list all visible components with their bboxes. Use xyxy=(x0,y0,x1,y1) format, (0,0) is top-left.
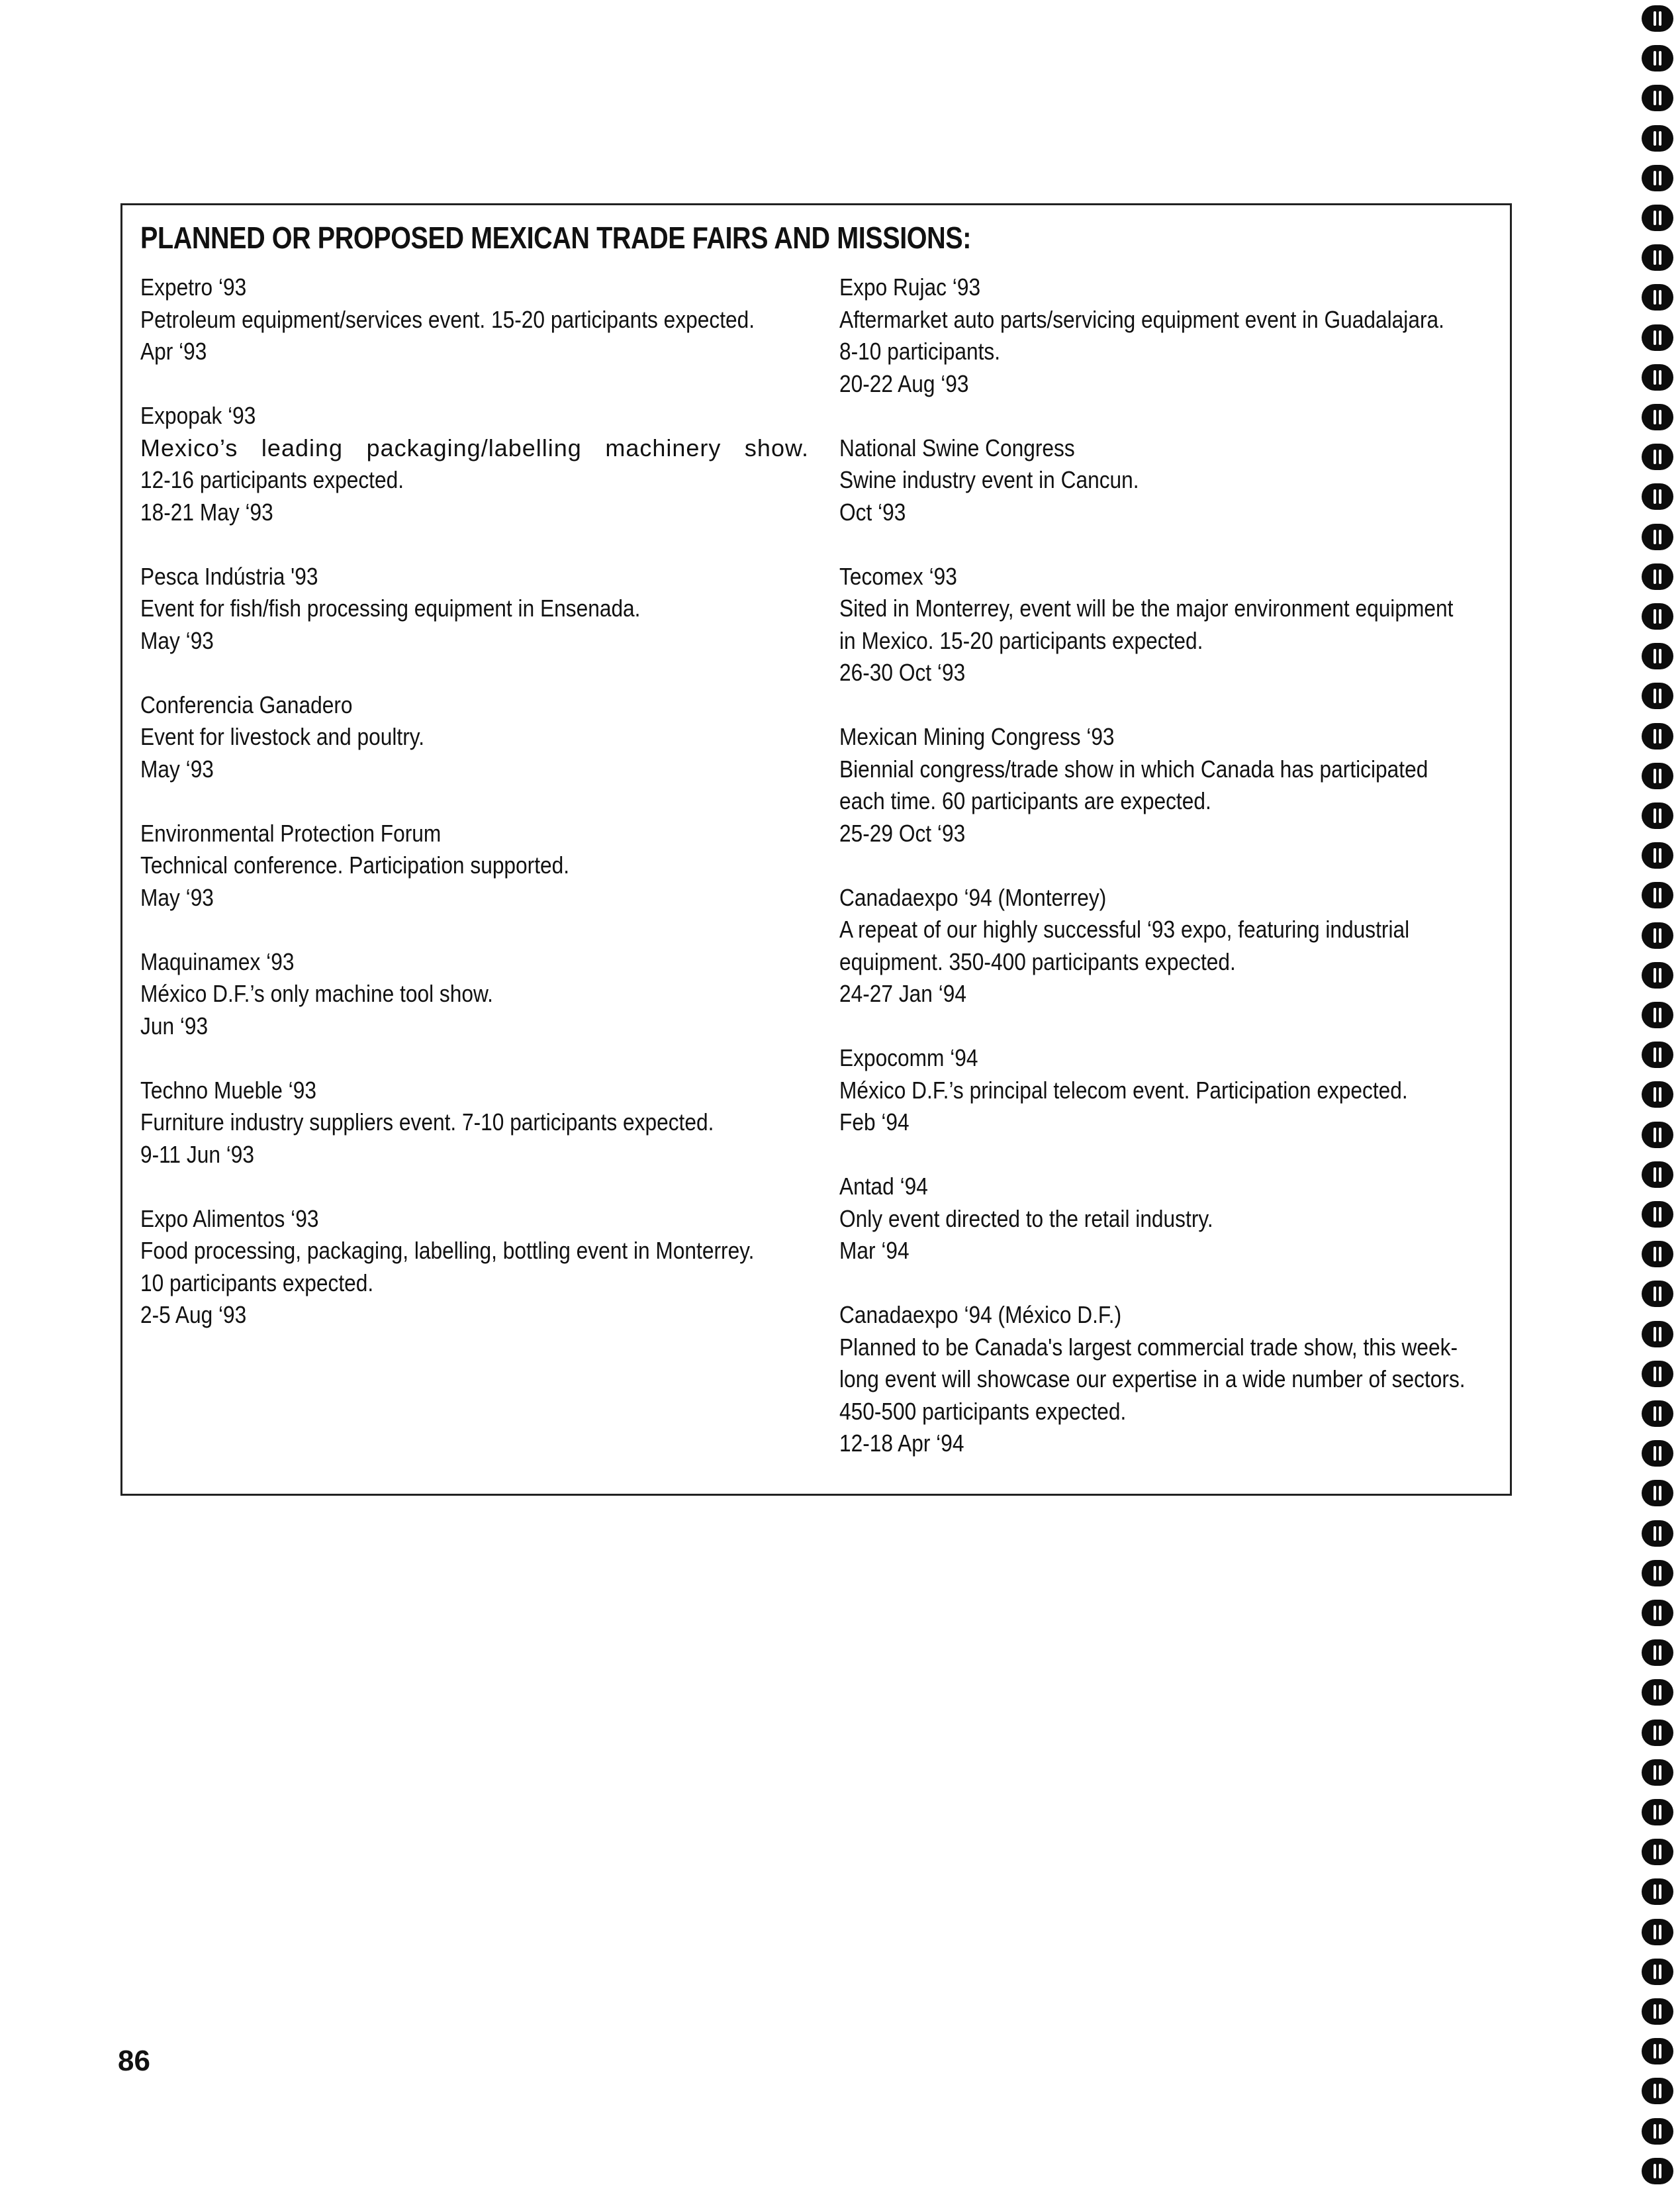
event-date: 25-29 Oct ‘93 xyxy=(839,819,966,847)
event-date: 9-11 Jun ‘93 xyxy=(140,1140,255,1168)
binding-hole-icon xyxy=(1642,1161,1673,1188)
event-description-continued: long event will showcase our expertise in a wide number of sectors. xyxy=(839,1365,1466,1392)
event-name: Expo Rujac ‘93 xyxy=(839,273,981,301)
event-name: Maquinamex ‘93 xyxy=(140,947,295,975)
event-date: Jun ‘93 xyxy=(140,1012,209,1040)
binding-hole-icon xyxy=(1642,2118,1673,2145)
event-name: Canadaexpo ‘94 (Monterrey) xyxy=(839,883,1107,911)
event-description: Planned to be Canada's largest commercial trade show, this week- xyxy=(839,1333,1458,1361)
binding-hole-icon xyxy=(1642,962,1673,989)
event-description: Biennial congress/trade show in which Canada has participated xyxy=(839,755,1428,783)
event-description: Sited in Monterrey, event will be the major environment equipment xyxy=(839,595,1454,622)
binding-hole-icon xyxy=(1642,1759,1673,1786)
event-date: Feb ‘94 xyxy=(839,1108,910,1136)
event-description: Only event directed to the retail industry. xyxy=(839,1204,1213,1232)
binding-hole-icon xyxy=(1642,284,1673,311)
binding-hole-icon xyxy=(1642,324,1673,351)
right-column xyxy=(839,271,1495,1492)
event-date: Apr ‘93 xyxy=(140,338,207,365)
event-date: May ‘93 xyxy=(140,755,214,783)
binding-hole-icon xyxy=(1642,364,1673,391)
event-name: Antad ‘94 xyxy=(839,1173,928,1200)
event-entry xyxy=(839,561,1495,689)
event-entry xyxy=(140,818,809,914)
binding-hole-icon xyxy=(1642,1321,1673,1347)
binding-hole-icon xyxy=(1642,683,1673,709)
left-column xyxy=(140,271,809,1363)
spiral-binding xyxy=(1627,0,1680,2185)
event-description: Technical conference. Participation supported. xyxy=(140,851,570,879)
event-name: Techno Mueble ‘93 xyxy=(140,1076,316,1104)
event-name: Conferencia Ganadero xyxy=(140,691,353,718)
binding-hole-icon xyxy=(1642,5,1673,32)
event-entry xyxy=(839,882,1495,1010)
event-date: 24-27 Jan ‘94 xyxy=(839,980,966,1007)
event-entry xyxy=(839,271,1495,400)
binding-hole-icon xyxy=(1642,1122,1673,1148)
binding-hole-icon xyxy=(1642,1201,1673,1228)
binding-hole-icon xyxy=(1642,1998,1673,2025)
binding-hole-icon xyxy=(1642,802,1673,829)
event-description-continued: 450-500 participants expected. xyxy=(839,1397,1127,1425)
binding-hole-icon xyxy=(1642,1959,1673,1985)
event-name: National Swine Congress xyxy=(839,434,1075,461)
binding-hole-icon xyxy=(1642,1720,1673,1746)
event-description: Petroleum equipment/services event. 15-20 participants expected. xyxy=(140,305,755,333)
page-number: 86 xyxy=(118,2045,150,2077)
binding-hole-icon xyxy=(1642,2158,1673,2184)
event-entry xyxy=(140,689,809,786)
binding-hole-icon xyxy=(1642,723,1673,750)
event-description: Event for livestock and poultry. xyxy=(140,723,425,750)
event-date: Oct ‘93 xyxy=(839,498,906,526)
event-entry xyxy=(839,1042,1495,1139)
event-description: Food processing, packaging, labelling, bottling event in Monterrey. xyxy=(140,1237,755,1264)
event-entry xyxy=(140,1203,809,1332)
binding-hole-icon xyxy=(1642,1480,1673,1506)
event-name: Expopak ‘93 xyxy=(140,402,256,429)
binding-hole-icon xyxy=(1642,125,1673,152)
binding-hole-icon xyxy=(1642,1839,1673,1865)
binding-hole-icon xyxy=(1642,1241,1673,1267)
binding-hole-icon xyxy=(1642,205,1673,231)
event-date: May ‘93 xyxy=(140,883,214,911)
event-date: 2-5 Aug ‘93 xyxy=(140,1301,247,1328)
binding-hole-icon xyxy=(1642,85,1673,111)
binding-hole-icon xyxy=(1642,1799,1673,1825)
binding-hole-icon xyxy=(1642,2038,1673,2064)
event-entry xyxy=(839,432,1495,529)
event-description-continued: each time. 60 participants are expected. xyxy=(839,787,1211,814)
event-entry xyxy=(140,946,809,1043)
event-description: Aftermarket auto parts/servicing equipment event in Guadalajara. xyxy=(839,305,1444,333)
binding-hole-icon xyxy=(1642,444,1673,470)
binding-hole-icon xyxy=(1642,1878,1673,1905)
event-description: Mexico’s leading packaging/labelling machinery show. xyxy=(140,434,809,461)
event-date: 12-18 Apr ‘94 xyxy=(839,1430,964,1457)
event-entry xyxy=(140,1075,809,1171)
binding-hole-icon xyxy=(1642,1919,1673,1945)
binding-hole-icon xyxy=(1642,45,1673,72)
binding-hole-icon xyxy=(1642,483,1673,510)
page-heading: PLANNED OR PROPOSED MEXICAN TRADE FAIRS AND MISSIONS: xyxy=(140,220,971,255)
event-date: 26-30 Oct ‘93 xyxy=(839,659,966,686)
binding-hole-icon xyxy=(1642,1560,1673,1586)
event-name: Mexican Mining Congress ‘93 xyxy=(839,723,1115,750)
binding-hole-icon xyxy=(1642,1281,1673,1307)
event-description: Swine industry event in Cancun. xyxy=(839,466,1139,493)
event-name: Environmental Protection Forum xyxy=(140,819,442,847)
event-entry xyxy=(839,1171,1495,1267)
binding-hole-icon xyxy=(1642,165,1673,191)
event-description: Event for fish/fish processing equipment in Ensenada. xyxy=(140,595,641,622)
event-entry xyxy=(140,561,809,657)
event-entry xyxy=(140,400,809,528)
binding-hole-icon xyxy=(1642,1520,1673,1547)
event-date: Mar ‘94 xyxy=(839,1237,910,1264)
binding-hole-icon xyxy=(1642,842,1673,869)
binding-hole-icon xyxy=(1642,922,1673,949)
event-entry xyxy=(839,1299,1495,1460)
binding-hole-icon xyxy=(1642,404,1673,430)
binding-hole-icon xyxy=(1642,603,1673,630)
event-description-continued: 10 participants expected. xyxy=(140,1269,374,1296)
event-name: Canadaexpo ‘94 (México D.F.) xyxy=(839,1301,1122,1328)
event-name: Expetro ‘93 xyxy=(140,273,247,301)
event-description: México D.F.’s only machine tool show. xyxy=(140,980,493,1007)
binding-hole-icon xyxy=(1642,763,1673,789)
event-description: Furniture industry suppliers event. 7-10 participants expected. xyxy=(140,1108,714,1136)
binding-hole-icon xyxy=(1642,882,1673,908)
binding-hole-icon xyxy=(1642,1440,1673,1467)
binding-hole-icon xyxy=(1642,1600,1673,1626)
event-date: May ‘93 xyxy=(140,626,214,654)
event-entry xyxy=(140,271,809,368)
event-description: A repeat of our highly successful ‘93 expo, featuring industrial xyxy=(839,916,1410,943)
binding-hole-icon xyxy=(1642,244,1673,271)
binding-hole-icon xyxy=(1642,1002,1673,1028)
binding-hole-icon xyxy=(1642,524,1673,550)
binding-hole-icon xyxy=(1642,1081,1673,1108)
event-description-continued: equipment. 350-400 participants expected. xyxy=(839,947,1236,975)
binding-hole-icon xyxy=(1642,1639,1673,1666)
binding-hole-icon xyxy=(1642,1361,1673,1387)
event-name: Expo Alimentos ‘93 xyxy=(140,1204,319,1232)
event-name: Expocomm ‘94 xyxy=(839,1044,978,1071)
event-date: 20-22 Aug ‘93 xyxy=(839,369,969,397)
event-entry xyxy=(839,721,1495,850)
binding-hole-icon xyxy=(1642,1679,1673,1706)
binding-hole-icon xyxy=(1642,1042,1673,1068)
event-description: México D.F.’s principal telecom event. Participation expected. xyxy=(839,1076,1408,1104)
event-description-continued: in Mexico. 15-20 participants expected. xyxy=(839,626,1203,654)
binding-hole-icon xyxy=(1642,643,1673,669)
binding-hole-icon xyxy=(1642,563,1673,590)
event-description-continued: 8-10 participants. xyxy=(839,338,1001,365)
event-description-continued: 12-16 participants expected. xyxy=(140,466,404,493)
event-date: 18-21 May ‘93 xyxy=(140,498,273,526)
event-name: Tecomex ‘93 xyxy=(839,562,957,590)
event-name: Pesca Indústria '93 xyxy=(140,562,318,590)
binding-hole-icon xyxy=(1642,1400,1673,1427)
binding-hole-icon xyxy=(1642,2078,1673,2104)
